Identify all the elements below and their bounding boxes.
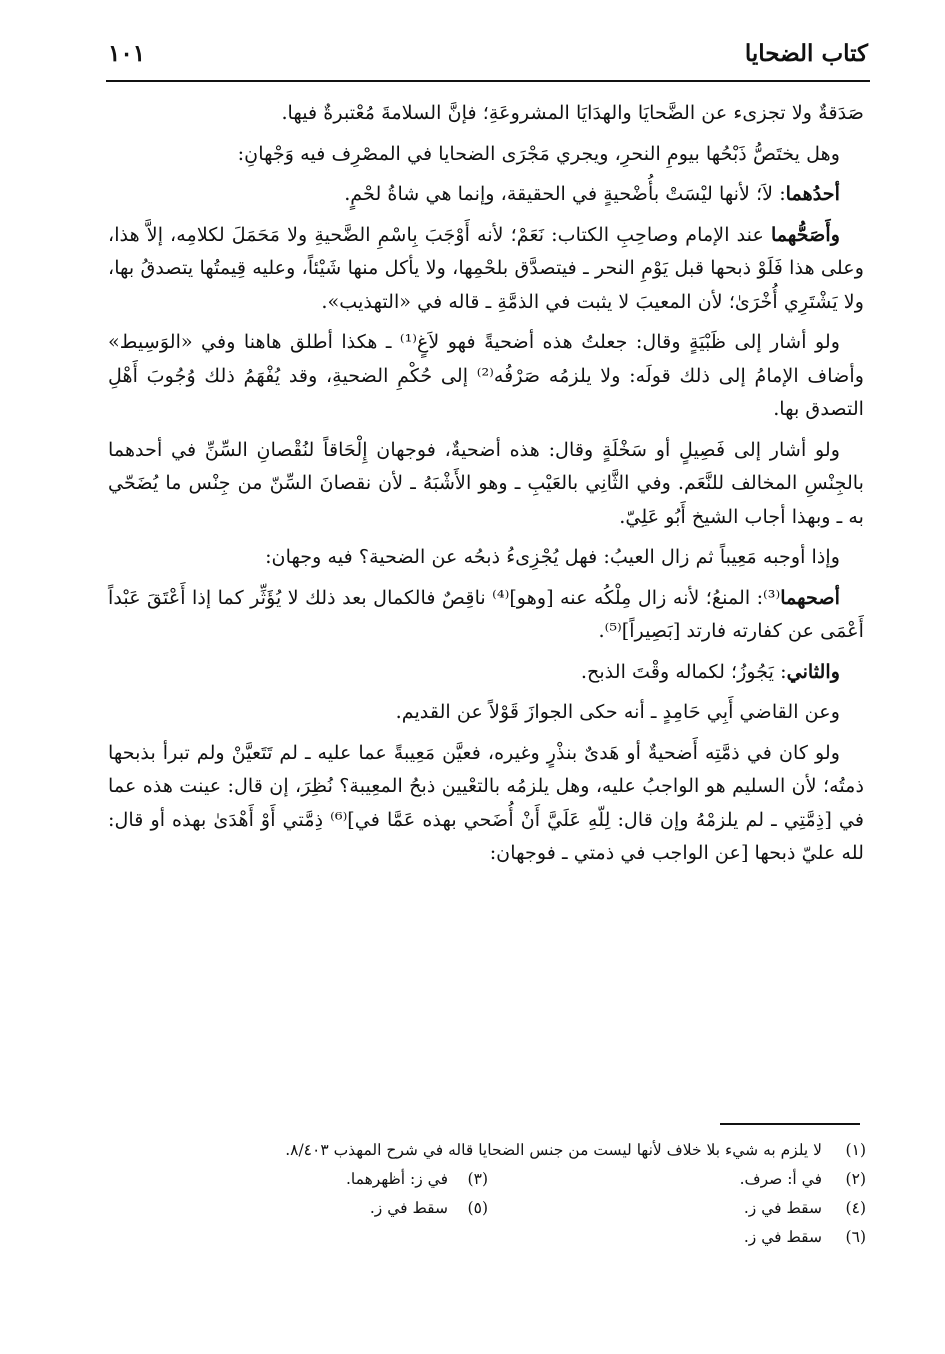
footnote-number: (٥) <box>467 1199 488 1217</box>
paragraph: ولو أشار إلى فَصِيلٍ أو سَخْلَةٍ وقال: هذه أضحيةٌ، فوجهان إِلْحَاقاً لنُقْصانِ السِّنِّ في أحدهما بالجِنْسِ المخالف للنَّعَم. وفي الثَّانِي بالعَيْبِ ـ وهو الأَشْبَهُ ـ لأن نقصانَ السِّنّ من جِنْس ما يُضَحّي به ـ وبهذا أجاب الشيخ أَبُو عَلِيّ. <box>108 437 864 528</box>
page-header <box>108 36 868 76</box>
footnote-text: سقط في ز. <box>743 1199 822 1217</box>
footnotes <box>150 1136 866 1252</box>
page-number: ١٠١ <box>108 40 146 67</box>
book-title: كتاب الضحايا <box>744 40 868 67</box>
paragraph: ولو أشار إلى ظَبْيَةٍ وقال: جعلتُ هذه أضحيةً فهو لاَغٍ⁽¹⁾ ـ هكذا أطلق هاهنا وفي «الوَسِيط» وأضاف الإمامُ إلى ذلك قولَه: ولا يلزمُه صَرْفُه⁽²⁾ إلى حُكْمِ الضحيةِ، وقد يُفْهَمُ ذلك وُجُوبَ أَهْلِ التصدق بها. <box>108 330 864 420</box>
footnote-number: (٣) <box>467 1170 488 1188</box>
footnote-row <box>150 1165 866 1194</box>
paragraph: وإذا أوجبه مَعِيباً ثم زال العيبُ: فهل يُجْزِىءُ ذبحُه عن الضحية؟ فيه وجهان: <box>265 545 840 568</box>
footnote-row <box>150 1136 866 1165</box>
header-rule <box>106 80 870 82</box>
footnote-number: (٦) <box>845 1228 866 1246</box>
footnote-row <box>150 1194 866 1223</box>
paragraph: والثاني: يَجُوزُ؛ لكماله وقْتَ الذبح. <box>580 659 840 683</box>
footnote-rule <box>720 1123 860 1125</box>
paragraph: أحدُهما: لاَ؛ لأنها ليْسَتْ بأُضْحيةٍ في الحقيقة، وإنما هي شاةُ لحْمٍ. <box>344 182 840 205</box>
paragraph: وأَصَحُّهما عند الإمام وصاحِبِ الكتاب: نَعَمْ؛ لأنه أَوْجَبَ بِاسْمِ الضَّحيةِ ولا مَحَمَلَ لكلامِه، إلاَّ هذا، وعلى هذا فَلَوْ ذبحها قبل يَوْمِ النحر ـ فيتصدَّق بلحْمِها، ولا يأكل منها شَيْئاً، وعليه قِيمتُها يتصدقُ بها، ولا يَشْتَرِي أُخْرَىٰ؛ لأن المعيبَ لا يثبت في الذمَّةِ ـ قاله في «التهذيب». <box>108 222 864 313</box>
paragraph: أصحهما⁽³⁾: المنعُ؛ لأنه زال مِلْكُه عنه [وهو]⁽⁴⁾ ناقِصٌ فالكمال بعد ذلك لا يُؤَثِّر كما إذا أَعْتَقَ عَبْداً أَعْمَى عن كفارته فارتد [بَصِيراً]⁽⁵⁾. <box>108 585 864 642</box>
footnote-text: في ز: أظهرهما. <box>345 1170 448 1188</box>
footnote-number: (٢) <box>845 1170 866 1188</box>
paragraph: وعن القاضي أَبِي حَامِدٍ ـ أنه حكى الجوازَ قَوْلاً عن القديم. <box>395 700 840 723</box>
footnote-text: سقط في ز. <box>369 1199 448 1217</box>
footnote-number: (٤) <box>845 1199 866 1217</box>
main-text <box>108 96 864 877</box>
paragraph: ولو كان في ذمَّتِه أَضحيةٌ أو هَدىٌ بنذْرٍ وغيره، فعيَّن مَعِيبةً عما عليه ـ لم تَتَعيَّنْ ولم تبرأ بذبحها ذمتُه؛ لأن السليم هو الواجبُ عليه، وهل يلزمُه بالتعْيين ذبحُ المعِيبة؟ نُظِرَ، إن قال: عينت هذه عما في [ذِمَّتِي ـ لم يلزمْهُ وإن قال: لِلّهِ عَلَيَّ أَنْ أُضَحي بهذه عَمَّا في]⁽⁶⁾ ذِمَّتي أَوْ أَهْدَىٰ بهذه أو قال: لله عليّ ذبحها [عن الواجب في ذمتي ـ فوجهان: <box>108 740 864 864</box>
footnote-text: سقط في ز. <box>743 1228 822 1246</box>
footnote-row <box>150 1223 866 1252</box>
footnote-number: (١) <box>845 1141 866 1159</box>
footnote-text: لا يلزم به شيء بلا خلاف لأنها ليست من جنس الضحايا قاله في شرح المهذب ٨/٤٠٣. <box>285 1141 822 1159</box>
paragraph: صَدَقةٌ ولا تجزىء عن الضَّحايَا والهدَايَا المشروعَةِ؛ فإنَّ السلامةَ مُعْتبرةٌ فيها. <box>281 101 864 124</box>
paragraph: وهل يختَصُّ ذَبْحُها بيومِ النحرِ، ويجري مَجْرَى الضحايا في المصْرِف فيه وَجْهانِ: <box>237 141 840 165</box>
footnote-text: في أ: صرف. <box>739 1170 822 1188</box>
